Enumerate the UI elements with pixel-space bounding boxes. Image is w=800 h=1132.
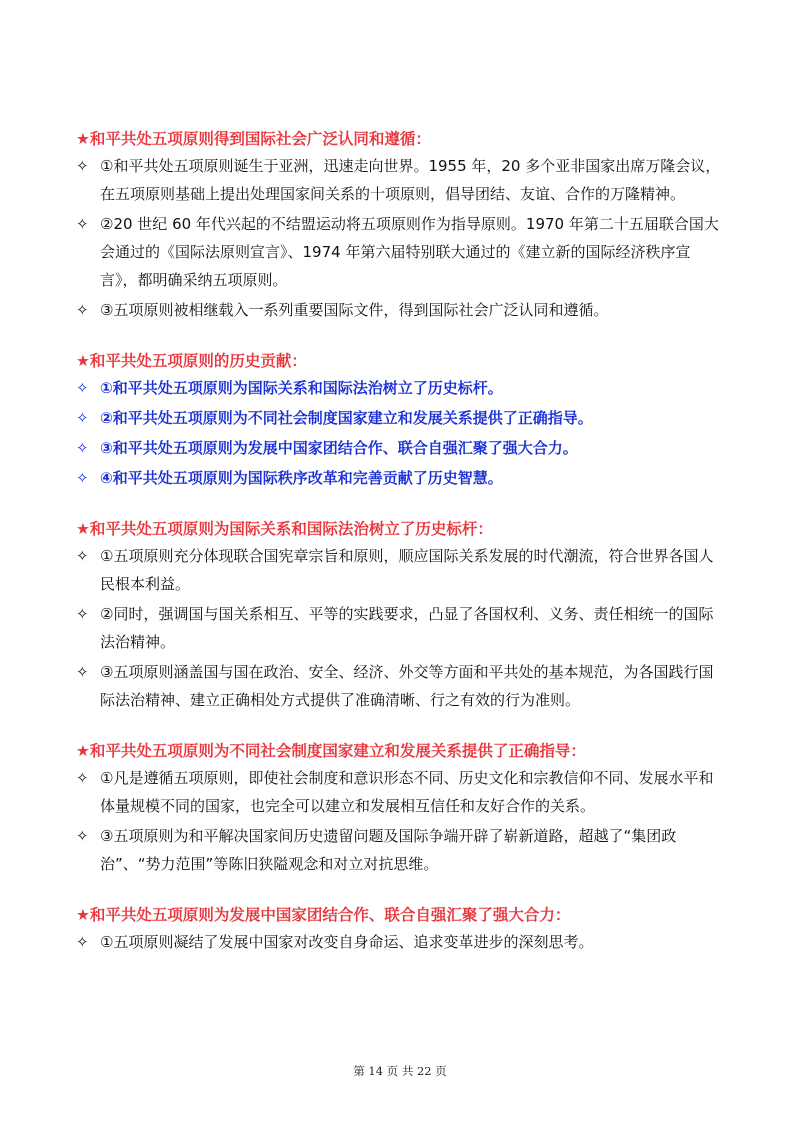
bullet-icon: ✧ [76,439,89,457]
list-item [76,542,726,598]
list-item [76,404,726,432]
list-item-text: ③五项原则为和平解决国家间历史遗留问题及国际争端开辟了崭新道路，超越了“集团政治”、“势力范围”等陈旧狭隘观念和对立对抗思维。 [100,827,677,873]
bullet-icon: ✧ [76,827,89,845]
list-item [76,928,726,956]
section-5 [76,904,726,956]
section-4 [76,740,726,878]
list-item [76,764,726,820]
bullet-icon: ✧ [76,547,89,565]
section-heading: ★和平共处五项原则得到国际社会广泛认同和遵循： [76,130,431,148]
list-item [76,296,726,324]
bullet-icon: ✧ [76,215,89,233]
section-heading: ★和平共处五项原则为不同社会制度国家建立和发展关系提供了正确指导： [76,742,586,760]
bullet-icon: ✧ [76,769,89,787]
list-item [76,152,726,208]
bullet-icon: ✧ [76,663,89,681]
list-item [76,600,726,656]
section-1 [76,128,726,324]
list-item-text: ④和平共处五项原则为国际秩序改革和完善贡献了历史智慧。 [100,469,503,487]
list-item [76,464,726,492]
list-item [76,822,726,878]
section-heading: ★和平共处五项原则为发展中国家团结合作、联合自强汇聚了强大合力： [76,906,571,924]
document-body [76,128,726,982]
section-heading: ★和平共处五项原则为国际关系和国际法治树立了历史标杆： [76,520,493,538]
list-item-text: ①和平共处五项原则诞生于亚洲，迅速走向世界。1955 年，20 多个亚非国家出席万隆会议，在五项原则基础上提出处理国家间关系的十项原则，倡导团结、友谊、合作的万隆精神。 [100,157,721,203]
list-item-text: ②20 世纪 60 年代兴起的不结盟运动将五项原则作为指导原则。1970 年第二十五届联合国大会通过的《国际法原则宣言》、1974 年第六届特别联大通过的《建立新的国际经济秩序宣言》，都明确采纳五项原则。 [100,215,719,289]
bullet-icon: ✧ [76,933,89,951]
section-heading: ★和平共处五项原则的历史贡献： [76,352,307,370]
page-footer: 第 14 页 共 22 页 [353,1064,447,1078]
section-2 [76,350,726,492]
section-3 [76,518,726,714]
list-item-text: ①五项原则充分体现联合国宪章宗旨和原则，顺应国际关系发展的时代潮流，符合世界各国人民根本利益。 [100,547,714,593]
list-item-text: ③和平共处五项原则为发展中国家团结合作、联合自强汇聚了强大合力。 [100,439,578,457]
bullet-icon: ✧ [76,469,89,487]
bullet-icon: ✧ [76,157,89,175]
list-item [76,210,726,294]
list-item-text: ①五项原则凝结了发展中国家对改变自身命运、追求变革进步的深刻思考。 [100,933,594,951]
bullet-icon: ✧ [76,605,89,623]
list-item-text: ①和平共处五项原则为国际关系和国际法治树立了历史标杆。 [100,379,503,397]
list-item-text: ②同时，强调国与国关系相互、平等的实践要求，凸显了各国权利、义务、责任相统一的国际法治精神。 [100,605,714,651]
list-item [76,434,726,462]
list-item-text: ③五项原则被相继载入一系列重要国际文件，得到国际社会广泛认同和遵循。 [100,301,609,319]
list-item-text: ①凡是遵循五项原则，即使社会制度和意识形态不同、历史文化和宗教信仰不同、发展水平和体量规模不同的国家，也完全可以建立和发展相互信任和友好合作的关系。 [100,769,714,815]
list-item [76,374,726,402]
list-item-text: ③五项原则涵盖国与国在政治、安全、经济、外交等方面和平共处的基本规范，为各国践行国际法治精神、建立正确相处方式提供了准确清晰、行之有效的行为准则。 [100,663,714,709]
bullet-icon: ✧ [76,379,89,397]
list-item [76,658,726,714]
bullet-icon: ✧ [76,409,89,427]
list-item-text: ②和平共处五项原则为不同社会制度国家建立和发展关系提供了正确指导。 [100,409,593,427]
bullet-icon: ✧ [76,301,89,319]
